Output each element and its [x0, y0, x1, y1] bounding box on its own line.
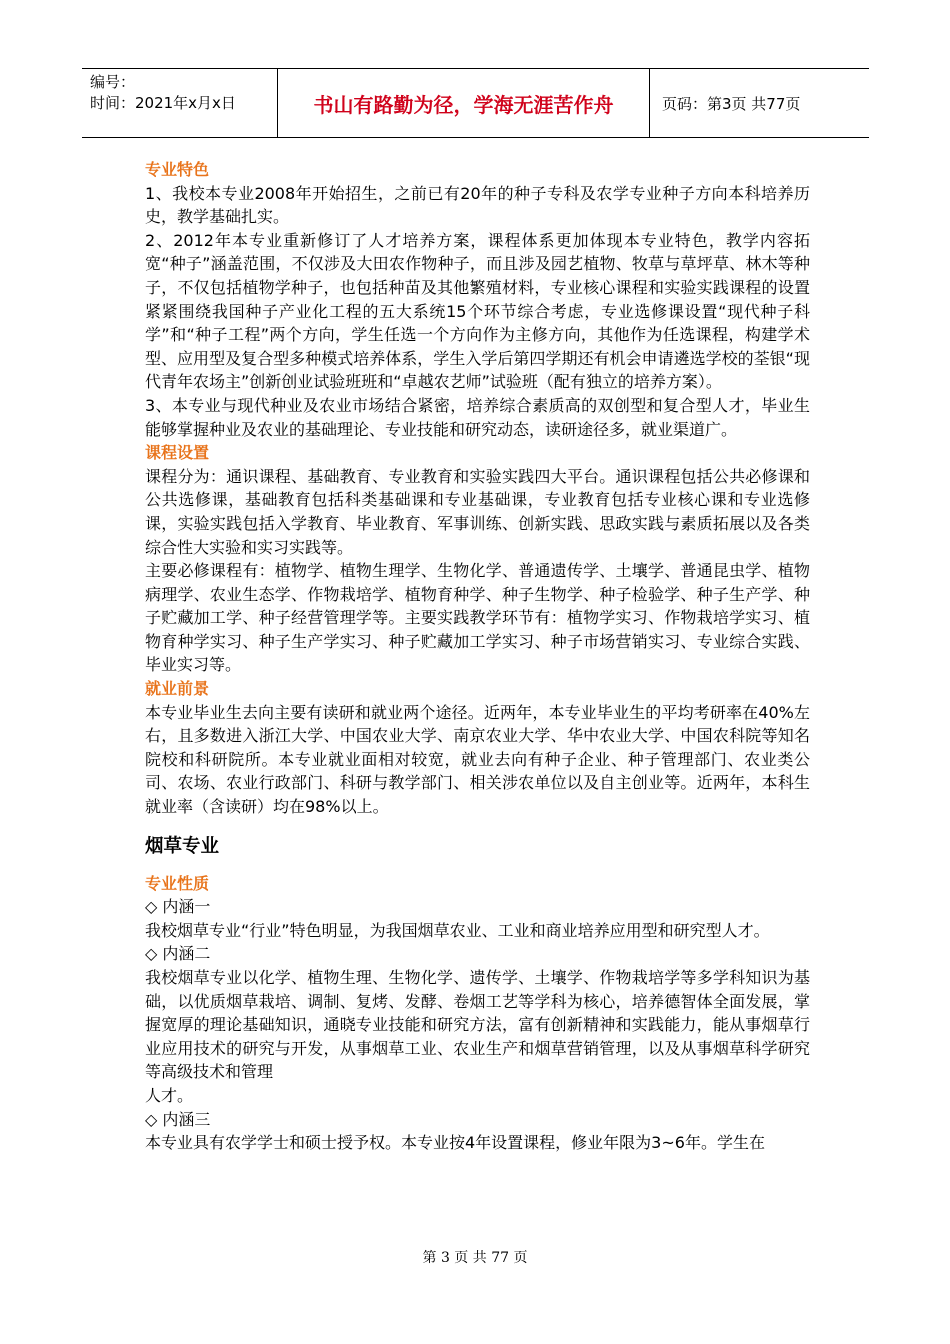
section-title-employment: 就业前景 — [145, 679, 210, 699]
section-title-nature: 专业性质 — [145, 873, 210, 893]
paragraph: 人才。 — [145, 1085, 194, 1105]
page-footer: 第 3 页 共 77 页 — [422, 1250, 528, 1266]
header-info — [82, 69, 278, 137]
list-item-heading: ◇ 内涵一 — [145, 897, 211, 917]
paragraph: 主要必修课程有：植物学、植物生理学、生物化学、普通遗传学、土壤学、普通昆虫学、植物病理学、农业生态学、作物栽培学、植物育种学、种子生物学、种子检验学、种子生产学、种子贮藏加工学、种子经营管理学等。主要实践教学环节有：植物学实习、作物栽培学实习、植物育种学实习、种子生产学实习、种子贮藏加工学实习、种子市场营销实习、专业综合实践、毕业实习等。 — [145, 561, 810, 675]
paragraph: 我校烟草专业以化学、植物生理、生物化学、遗传学、土壤学、作物栽培学等多学科知识为基础，以优质烟草栽培、调制、复烤、发酵、卷烟工艺等学科为核心，培养德智体全面发展，掌握宽厚的理论基础知识，通晓专业技能和研究方法，富有创新精神和实践能力，能从事烟草行业应用技术的研究与开发，从事烟草工业、农业生产和烟草营销管理，以及从事烟草科学研究等高级技术和管理 — [145, 968, 810, 1082]
time-label: 时间：2021年x月x日 — [90, 94, 236, 112]
section-title-features: 专业特色 — [145, 160, 210, 179]
paragraph: 我校烟草专业“行业”特色明显，为我国烟草农业、工业和商业培养应用型和研究型人才。 — [145, 920, 770, 940]
list-item-heading: ◇ 内涵二 — [145, 944, 211, 964]
header-motto: 书山有路勤为径，学海无涯苦作舟 — [278, 69, 650, 137]
paragraph: 2、2012年本专业重新修订了人才培养方案，课程体系更加体现本专业特色，教学内容拓宽“种子”涵盖范围，不仅涉及大田农作物种子，而且涉及园艺植物、牧草与草坪草、林木等种子，不仅包括植物学种子，也包括种苗及其他繁殖材料，专业核心课程和实验实践课程的设置紧紧围绕我国种子产业化工程的五大系统15个环节综合考虑，专业选修课设置“现代种子科学”和“种子工程”两个方向，学生任选一个方向作为主修方向，其他作为任选课程，构建学术型、应用型及复合型多种模式培养体系，学生入学后第四学期还有机会申请遴选学校的荃银“现代青年农场主”创新创业试验班班和“卓越农艺师”试验班（配有独立的培养方案）。 — [145, 230, 810, 392]
major-title: 烟草专业 — [145, 835, 220, 857]
paragraph: 课程分为：通识课程、基础教育、专业教育和实验实践四大平台。通识课程包括公共必修课和公共选修课，基础教育包括科类基础课和专业基础课，专业教育包括专业核心课和专业选修课，实验实践包括入学教育、毕业教育、军事训练、创新实践、思政实践与素质拓展以及各类综合性大实验和实习实践等。 — [145, 466, 810, 557]
paragraph: 1、我校本专业2008年开始招生，之前已有20年的种子专科及农学专业种子方向本科培养历史，教学基础扎实。 — [145, 183, 810, 227]
section-title-curriculum: 课程设置 — [145, 443, 210, 463]
number-label: 编号： — [90, 73, 136, 91]
page-header — [82, 68, 869, 138]
paragraph: 本专业具有农学学士和硕士授予权。本专业按4年设置课程，修业年限为3~6年。学生在 — [145, 1133, 765, 1153]
paragraph: 3、本专业与现代种业及农业市场结合紧密，培养综合素质高的双创型和复合型人才，毕业生能够掌握种业及农业的基础理论、专业技能和研究动态，读研途径多，就业渠道广。 — [145, 395, 810, 439]
header-page-info: 页码：第3页 共77页 — [662, 94, 801, 113]
list-item-heading: ◇ 内涵三 — [145, 1109, 211, 1129]
paragraph: 本专业毕业生去向主要有读研和就业两个途径。近两年，本专业毕业生的平均考研率在40%左右，且多数进入浙江大学、中国农业大学、南京农业大学、华中农业大学、中国农科院等知名院校和科研院所。本专业就业面相对较宽，就业去向有种子企业、种子管理部门、农业类公司、农场、农业行政部门、科研与教学部门、相关涉农单位以及自主创业等。近两年，本科生就业率（含读研）均在98%以上。 — [145, 702, 810, 817]
document-body — [145, 158, 810, 1155]
